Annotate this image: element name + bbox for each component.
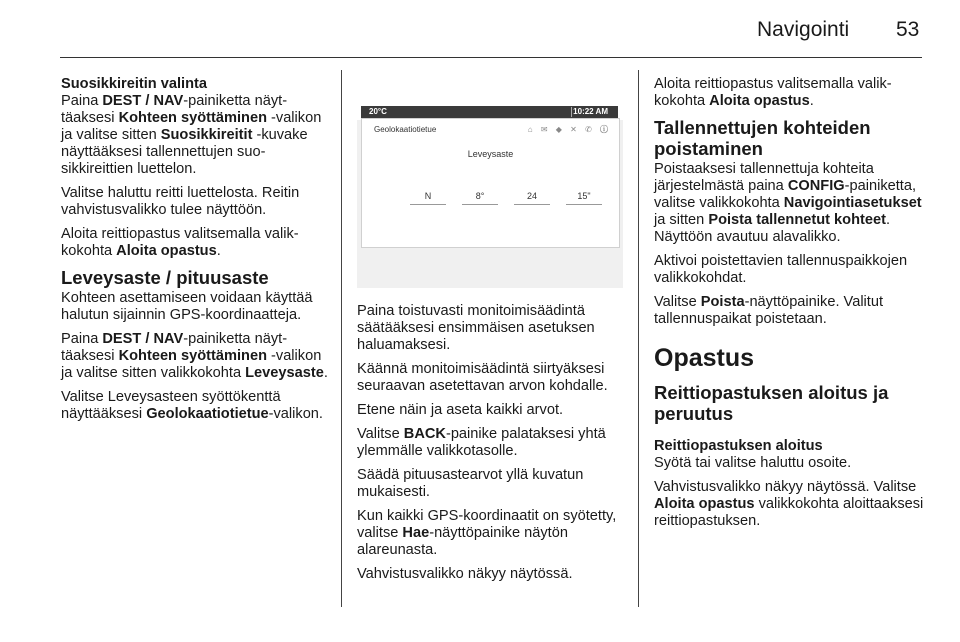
text-run: -kuvake näyttääksesi tallennettujen suosikkireittien luettelon. — [61, 127, 308, 177]
text-run-bold: Aloita opastus — [116, 243, 217, 259]
header-rule — [60, 57, 922, 58]
heading-leveysaste: Leveysaste / pituusaste — [61, 267, 269, 288]
text-run: Aloita reittiopastus valitsemalla valikkokohta — [61, 226, 299, 259]
text-run: . — [323, 365, 328, 381]
text-run: -painike palataksesi yhtä ylemmälle valikkotasolle. — [357, 426, 606, 459]
paragraph: Kohteen asettamiseen voidaan käyttää halutun sijainnin GPS-koordinaatteja. — [61, 290, 313, 323]
text-run: Valitse — [357, 426, 404, 442]
text-run: -valikon. — [268, 406, 323, 422]
latitude-field-seconds: 15" — [566, 191, 602, 201]
paragraph: Etene näin ja aseta kaikki arvot. — [357, 402, 564, 418]
text-run: . Näyttöön avautuu alavalikko. — [654, 212, 891, 245]
text-run: -painiketta näyttäaksesi — [61, 93, 288, 126]
paragraph: Säädä pituusastearvot yllä kuvatun mukaisesti. — [357, 467, 584, 500]
paragraph — [654, 294, 926, 328]
latitude-field-direction: N — [410, 191, 446, 201]
column-3 — [654, 76, 926, 537]
infotainment-screenshot — [357, 76, 623, 288]
text-run-bold: Kohteen syöttäminen — [118, 348, 267, 364]
text-run: Valitse Leveysasteen syöttökenttä näyttääksesi — [61, 389, 281, 422]
screen-temperature: 20°C — [369, 107, 387, 116]
paragraph: Valitse haluttu reitti luettelosta. Reitin vahvistusvalikko tulee näyttöön. — [61, 185, 300, 218]
paragraph — [61, 226, 329, 260]
text-run: . — [809, 93, 814, 109]
paragraph — [61, 93, 329, 178]
column-divider-2 — [638, 70, 639, 607]
paragraph: Paina toistuvasti monitoimisäädintä säätääksesi ensimmäisen asetuksen haluamaksesi. — [357, 303, 595, 353]
text-run: Vahvistusvalikko näkyy näytössä. Valitse — [654, 479, 917, 495]
status-icons: ⌂ ✉ ◆ ✕ ✆ ⓘ — [527, 125, 611, 134]
text-run: -valikon ja valitse sitten — [61, 110, 322, 143]
heading-aloitus: Reittiopastuksen aloitus — [654, 438, 823, 454]
paragraph — [654, 479, 926, 530]
latitude-field-degrees: 8° — [462, 191, 498, 201]
screen-menu-title: Geolokaatiotietue — [374, 125, 437, 134]
text-run: Paina — [61, 331, 103, 347]
column-1 — [61, 76, 329, 430]
text-run-bold: CONFIG — [787, 178, 845, 194]
text-run: -painiketta näyttäaksesi — [61, 331, 288, 364]
paragraph — [61, 331, 329, 382]
text-run-bold: Poista tallennetut kohteet — [708, 212, 886, 228]
paragraph — [357, 426, 623, 460]
screen-panel — [361, 118, 620, 248]
text-run: Paina — [61, 93, 103, 109]
heading-reittiopastuksen: Reittiopastuksen aloitus ja peruutus — [654, 382, 889, 424]
text-run: ja sitten — [654, 212, 709, 228]
status-separator — [571, 107, 572, 117]
screen-status-bar — [361, 106, 618, 118]
text-run-bold: Aloita opastus — [709, 93, 810, 109]
paragraph — [654, 161, 926, 246]
screen-clock: 10:22 AM — [573, 107, 608, 116]
paragraph: Vahvistusvalikko näkyy näytössä. — [357, 566, 573, 582]
text-run-bold: BACK — [403, 426, 446, 442]
heading-suosikkireitin: Suosikkireitin valinta — [61, 76, 207, 92]
text-run-bold: Navigointiasetukset — [783, 195, 922, 211]
text-run: Poistaaksesi tallennettuja kohteita järjestelmästä paina — [654, 161, 874, 194]
text-run-bold: DEST / NAV — [102, 331, 184, 347]
info-icon: ⓘ — [600, 125, 611, 134]
paragraph: Aktivoi poistettavien tallennuspaikkojen valikkokohdat. — [654, 253, 908, 286]
text-run: -näyttöpainike. Valitut tallennuspaikat poistetaan. — [654, 294, 884, 327]
column-divider-1 — [341, 70, 342, 607]
text-run-bold: Aloita opastus — [654, 496, 755, 512]
paragraph: Käännä monitoimisäädintä siirtyäksesi seuraavan asetettavan arvon kohdalle. — [357, 361, 608, 394]
page-title: Navigointi — [757, 18, 850, 41]
text-run: -näyttöpainike näytön alareunasta. — [357, 525, 568, 558]
text-run: -painiketta, valitse valikkokohta — [654, 178, 917, 211]
screen-heading: Leveysaste — [467, 149, 514, 159]
paragraph: Syötä tai valitse haluttu osoite. — [654, 455, 852, 471]
text-run-bold: Leveysaste — [245, 365, 324, 381]
text-run: Aloita reittiopastus valitsemalla valikkokohta — [654, 76, 892, 109]
page-number: 53 — [896, 18, 920, 41]
paragraph — [654, 76, 926, 110]
text-run-bold: Hae — [402, 525, 430, 541]
text-run-bold: Kohteen syöttäminen — [118, 110, 267, 126]
text-run: . — [216, 243, 221, 259]
column-2 — [357, 303, 623, 590]
section-heading-opastus: Opastus — [654, 344, 755, 372]
text-run: -valikon ja valitse sitten valikkokohta — [61, 348, 322, 381]
paragraph — [357, 508, 623, 559]
text-run-bold: DEST / NAV — [102, 93, 184, 109]
text-run-bold: Geolokaatiotietue — [146, 406, 269, 422]
text-run: valikkokohta aloittaaksesi reittiopastuksen. — [654, 496, 924, 529]
heading-tallennettujen: Tallennettujen kohteiden poistaminen — [654, 117, 871, 159]
latitude-field-minutes: 24 — [514, 191, 550, 201]
text-run-bold: Poista — [700, 294, 745, 310]
text-run: Kun kaikki GPS-koordinaatit on syötetty, valitse — [357, 508, 617, 541]
text-run-bold: Suosikkireitit — [160, 127, 253, 143]
paragraph — [61, 389, 329, 423]
text-run: Valitse — [654, 294, 701, 310]
